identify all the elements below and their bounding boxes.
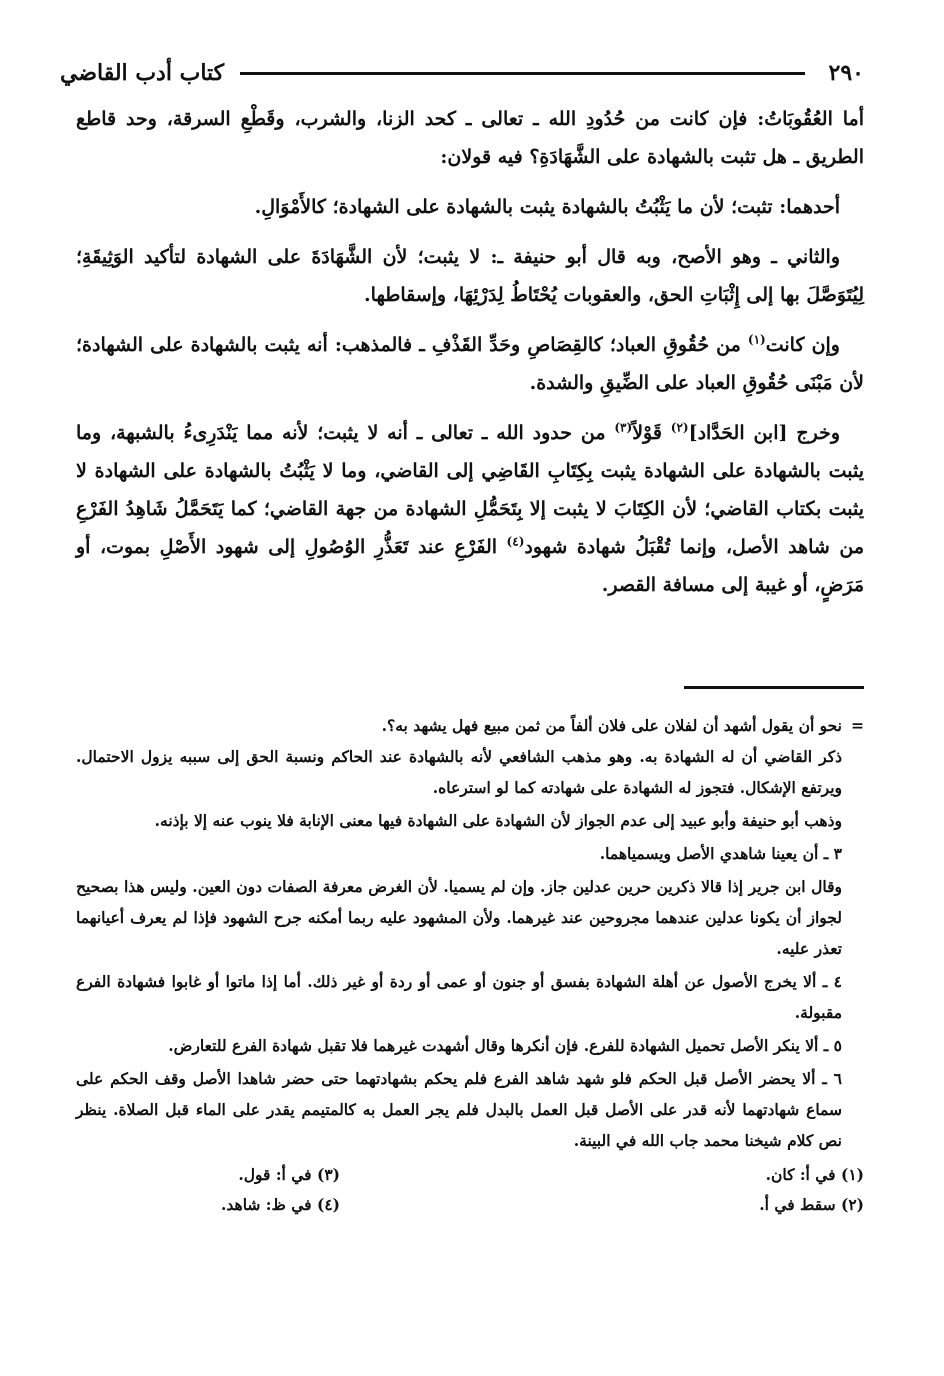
footnote-line: ٥ ـ ألا ينكر الأصل تحميل الشهادة للفرع. فإن أنكرها وقال أشهدت غيرهما فلا تقبل شهادة الفرع للتعارض. (168, 1036, 842, 1055)
footnotes (76, 710, 864, 1220)
footnote-continuation (76, 710, 864, 741)
text-segment: الفَرْعِ عند تَعَذُّرِ الوُصُولِ إلى شهود الأَصْلِ بموت، أو مَرَضٍ، أو غيبة إلى مسافة القصر. (76, 536, 864, 596)
paragraph (76, 238, 864, 314)
footnote-marker: (١) (747, 332, 766, 347)
footnote-note: (١) في أ: كان. (765, 1165, 864, 1184)
continuation-marker: = (851, 716, 864, 735)
text-segment: من حُقُوقِ العباد؛ كالقِصَاصِ وحَدِّ القَذْفِ ـ فالمذهب: أنه يثبت بالشهادة على الشهادة؛ لأن مَبْنَى حُقُوقِ العباد على الضِّيقِ والشدة. (76, 334, 864, 394)
text-segment: من حدود الله ـ تعالى ـ أنه لا يثبت؛ لأنه مما يَنْدَرِىءُ بالشبهة، وما يثبت بالشهادة على الشهادة يثبت بِكِتَابِ القَاضِي إلى القاضي، وما لا يَثْبُتُ بالشهادة على الشهادة لا يثبت بكتاب القاضي؛ لأن الكِتَابَ لا يثبت إلا بِتَحَمُّلِ الشهادة من جهة القاضي؛ كما يَتَحَمَّلُ شَاهِدُ الفَرْعِ من شاهد الأصل، وإنما تُقْبَلُ شهادة شهود (76, 422, 864, 558)
footnote-line: وقال ابن جرير إذا قالا ذكرين حرين عدلين جاز. وإن لم يسميا. لأن الغرض معرفة الصفات دون العين. وليس هذا بصحيح لجواز أن يكونا عدلين عندهما مجروحين عند غيرهما. ولأن المشهود عليه ربما أمكنه جرح الشهود فإذا لم يعرف أعيانهما تعذر عليه. (76, 877, 842, 958)
text-segment: والثاني ـ وهو الأصح، وبه قال أبو حنيفة ـ: لا يثبت؛ لأن الشَّهَادَةَ على الشهادة لتأكيد الوَثِيقَةِ؛ لِيُتَوَصَّلَ بها إلى إِثْبَاتِ الحق، والعقوبات يُحْتَاطُ لِدَرْئِهَا، وإسقاطها. (76, 246, 864, 306)
footnote-note: (٤) في ظ: شاهد. (221, 1195, 340, 1214)
footnote-line: ٤ ـ ألا يخرج الأصول عن أهلة الشهادة بفسق أو جنون أو عمى أو ردة أو غير ذلك. أما إذا ماتوا أو غابوا فشهادة الفرع مقبولة. (76, 972, 842, 1022)
header-rule (240, 72, 804, 75)
main-text (76, 100, 864, 616)
footnote-line: ذكر القاضي أن له الشهادة به. وهو مذهب الشافعي لأنه بالشهادة عند الحاكم ونسبة الحق إلى سببه يزول الاحتمال. ويرتفع الإشكال. فتجوز له الشهادة على شهادته كما لو استرعاه. (76, 747, 842, 797)
text-segment: وإن كانت (765, 334, 840, 356)
footnote-line: وذهب أبو حنيفة وأبو عبيد إلى عدم الجواز لأن الشهادة على الشهادة فيها معنى الإنابة فلا ينوب عنه إلا بإذنه. (154, 811, 842, 830)
footnote-note: (٢) سقط في أ. (759, 1195, 864, 1214)
page-number: ٢٩٠ (828, 60, 864, 86)
paragraph (76, 188, 864, 226)
footnote-marker: (٣) (614, 420, 633, 435)
footnote-marker: (٤) (506, 534, 525, 549)
text-segment: أحدهما: تثبت؛ لأن ما يَثْبُتُ بالشهادة يثبت بالشهادة على الشهادة؛ كالأَمْوَالِ. (254, 196, 840, 218)
text-segment: قَوْلاً (632, 422, 671, 444)
text-segment: وخرج [ابن الحَدَّاد] (688, 422, 840, 444)
footnote-note: (٣) في أ: قول. (238, 1165, 340, 1184)
text-segment: أما العُقُوبَاتُ: فإن كانت من حُدُودِ الله ـ تعالى ـ كحد الزنا، والشرب، وقَطْعِ السرقة، وحد قاطع الطريق ـ هل تثبت بالشهادة على الشَّهَادَةِ؟ فيه قولان: (76, 108, 864, 168)
paragraph (76, 100, 864, 176)
footnote-line: نحو أن يقول أشهد أن لفلان على فلان ألفاً من ثمن مبيع فهل يشهد به؟. (381, 716, 842, 735)
page-header (60, 48, 864, 98)
footnote-marker: (٢) (670, 420, 689, 435)
running-title: كتاب أدب القاضي (60, 60, 225, 86)
paragraph (76, 414, 864, 604)
footnote-line: ٣ ـ أن يعينا شاهدي الأصل ويسمياهما. (599, 844, 842, 863)
footnote-notes (76, 1160, 864, 1220)
footnote-separator (684, 686, 864, 689)
footnote-line: ٦ ـ ألا يحضر الأصل قبل الحكم فلو شهد شاهد الفرع فلم يحكم بشهادتهما حتى حضر شاهدا الأصل وقف الحكم على سماع شهادتهما لأنه قدر على الأصل قبل العمل بالبدل فلم يجر العمل به كالمتيمم يقدر على الماء قبل الصلاة. ينظر نص كلام شيخنا محمد جاب الله في البينة. (76, 1069, 842, 1150)
paragraph (76, 326, 864, 402)
